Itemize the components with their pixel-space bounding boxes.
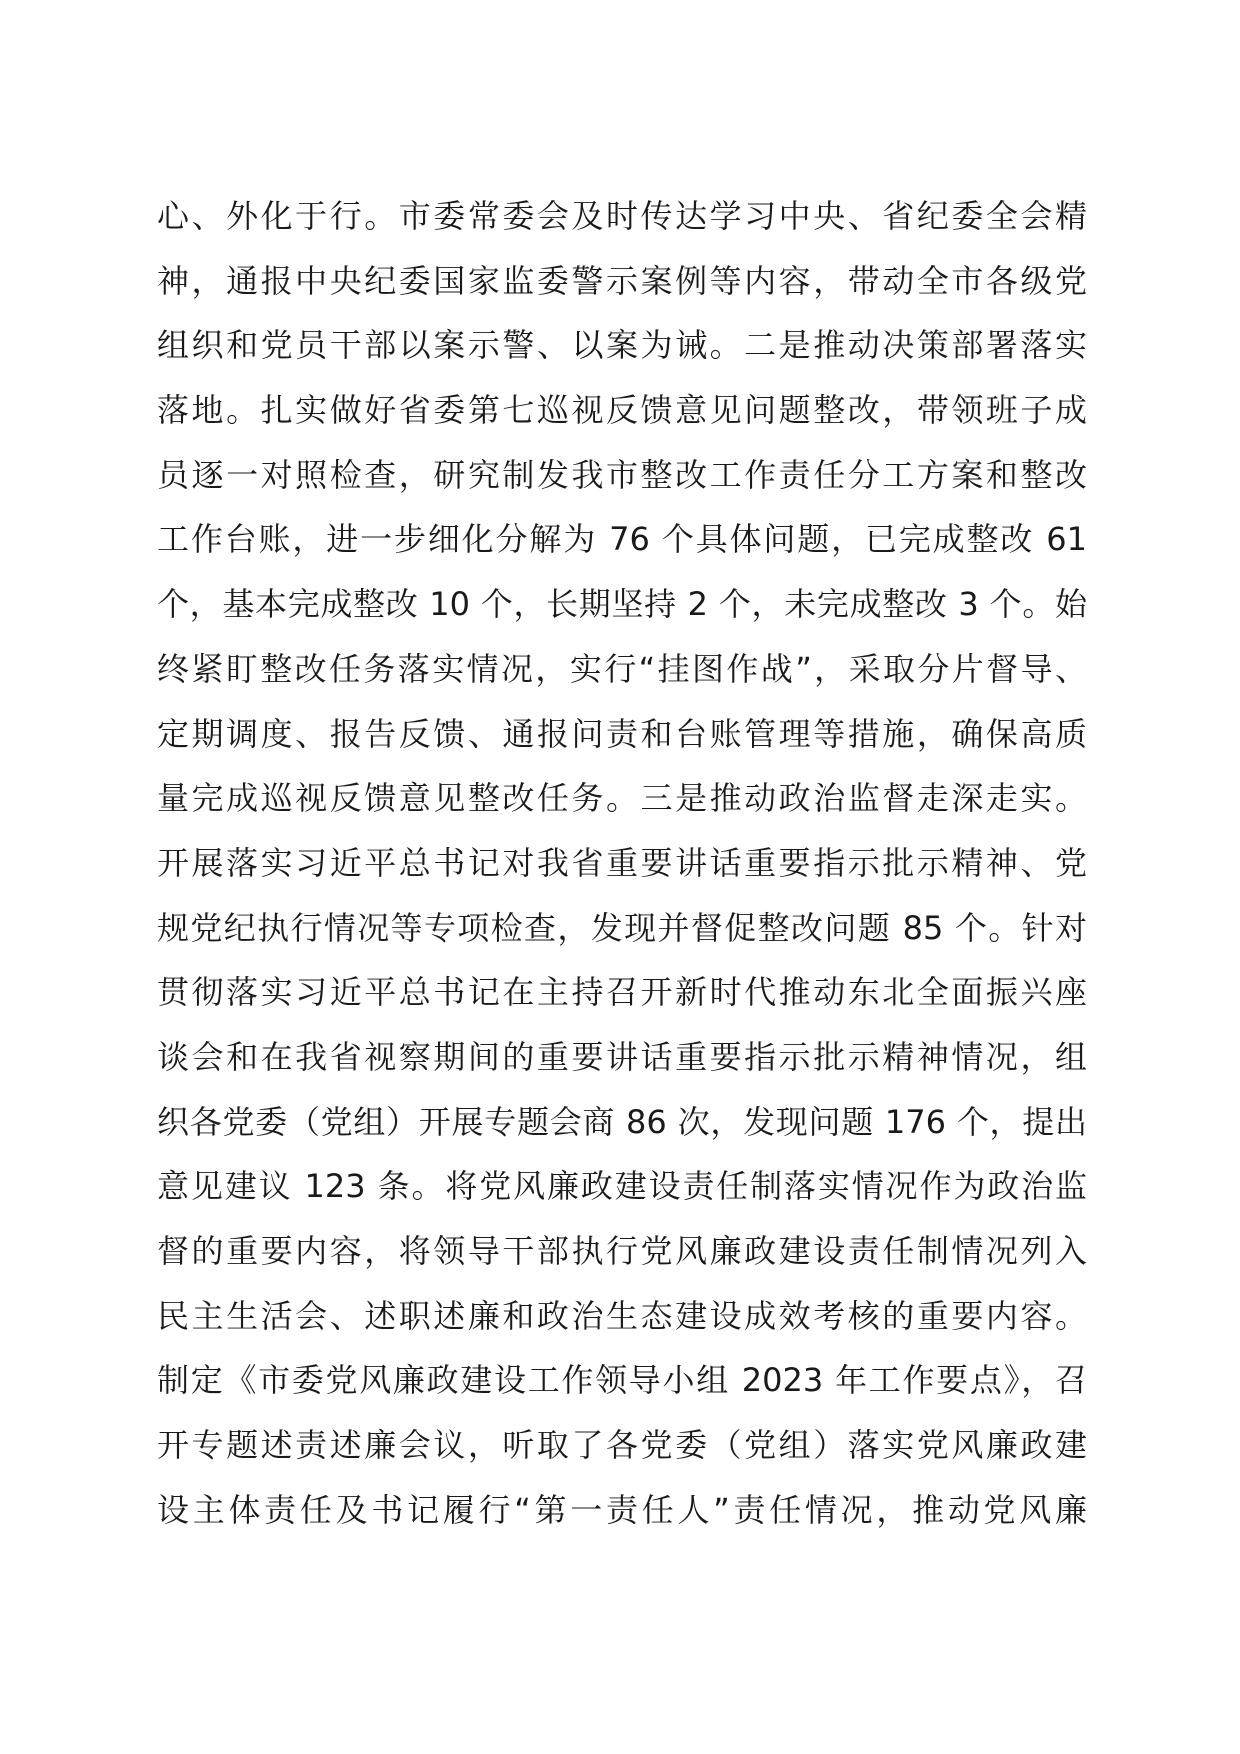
text-line: 民主生活会、述职述廉和政治生态建设成效考核的重要内容。 — [157, 1296, 1087, 1335]
text-line: 员逐一对照检查，研究制发我市整改工作责任分工方案和整改 — [157, 455, 1087, 494]
text-line: 神，通报中央纪委国家监委警示案例等内容，带动全市各级党 — [157, 261, 1087, 300]
text-line: 督的重要内容，将领导干部执行党风廉政建设责任制情况列入 — [157, 1232, 1087, 1270]
text-line: 制定《市委党风廉政建设工作领导小组 2023 年工作要点》，召 — [157, 1361, 1087, 1400]
text-line: 设主体责任及书记履行“第一责任人”责任情况，推动党风廉 — [157, 1490, 1087, 1529]
text-line: 落地。扎实做好省委第七巡视反馈意见问题整改，带领班子成 — [157, 391, 1087, 430]
text-line: 量完成巡视反馈意见整改任务。三是推动政治监督走深走实。 — [157, 779, 1087, 818]
text-line: 心、外化于行。市委常委会及时传达学习中央、省纪委全会精 — [157, 197, 1087, 235]
text-line: 开展落实习近平总书记对我省重要讲话重要指示批示精神、党 — [157, 843, 1087, 882]
body-text — [157, 184, 1087, 1542]
text-line: 工作台账，进一步细化分解为 76 个具体问题，已完成整改 61 — [157, 520, 1087, 559]
text-line: 贯彻落实习近平总书记在主持召开新时代推动东北全面振兴座 — [157, 973, 1087, 1012]
text-line: 定期调度、报告反馈、通报问责和台账管理等措施，确保高质 — [157, 714, 1087, 753]
text-line: 终紧盯整改任务落实情况，实行“挂图作战”，采取分片督导、 — [157, 649, 1087, 688]
text-line: 组织和党员干部以案示警、以案为诫。二是推动决策部署落实 — [157, 326, 1087, 365]
text-line: 意见建议 123 条。将党风廉政建设责任制落实情况作为政治监 — [157, 1167, 1087, 1206]
text-line: 谈会和在我省视察期间的重要讲话重要指示批示精神情况，组 — [157, 1037, 1087, 1076]
text-line: 织各党委（党组）开展专题会商 86 次，发现问题 176 个，提出 — [157, 1102, 1087, 1141]
text-line: 开专题述责述廉会议，听取了各党委（党组）落实党风廉政建 — [157, 1426, 1087, 1465]
text-line: 规党纪执行情况等专项检查，发现并督促整改问题 85 个。针对 — [157, 908, 1087, 947]
text-line: 个，基本完成整改 10 个，长期坚持 2 个，未完成整改 3 个。始 — [157, 585, 1087, 624]
